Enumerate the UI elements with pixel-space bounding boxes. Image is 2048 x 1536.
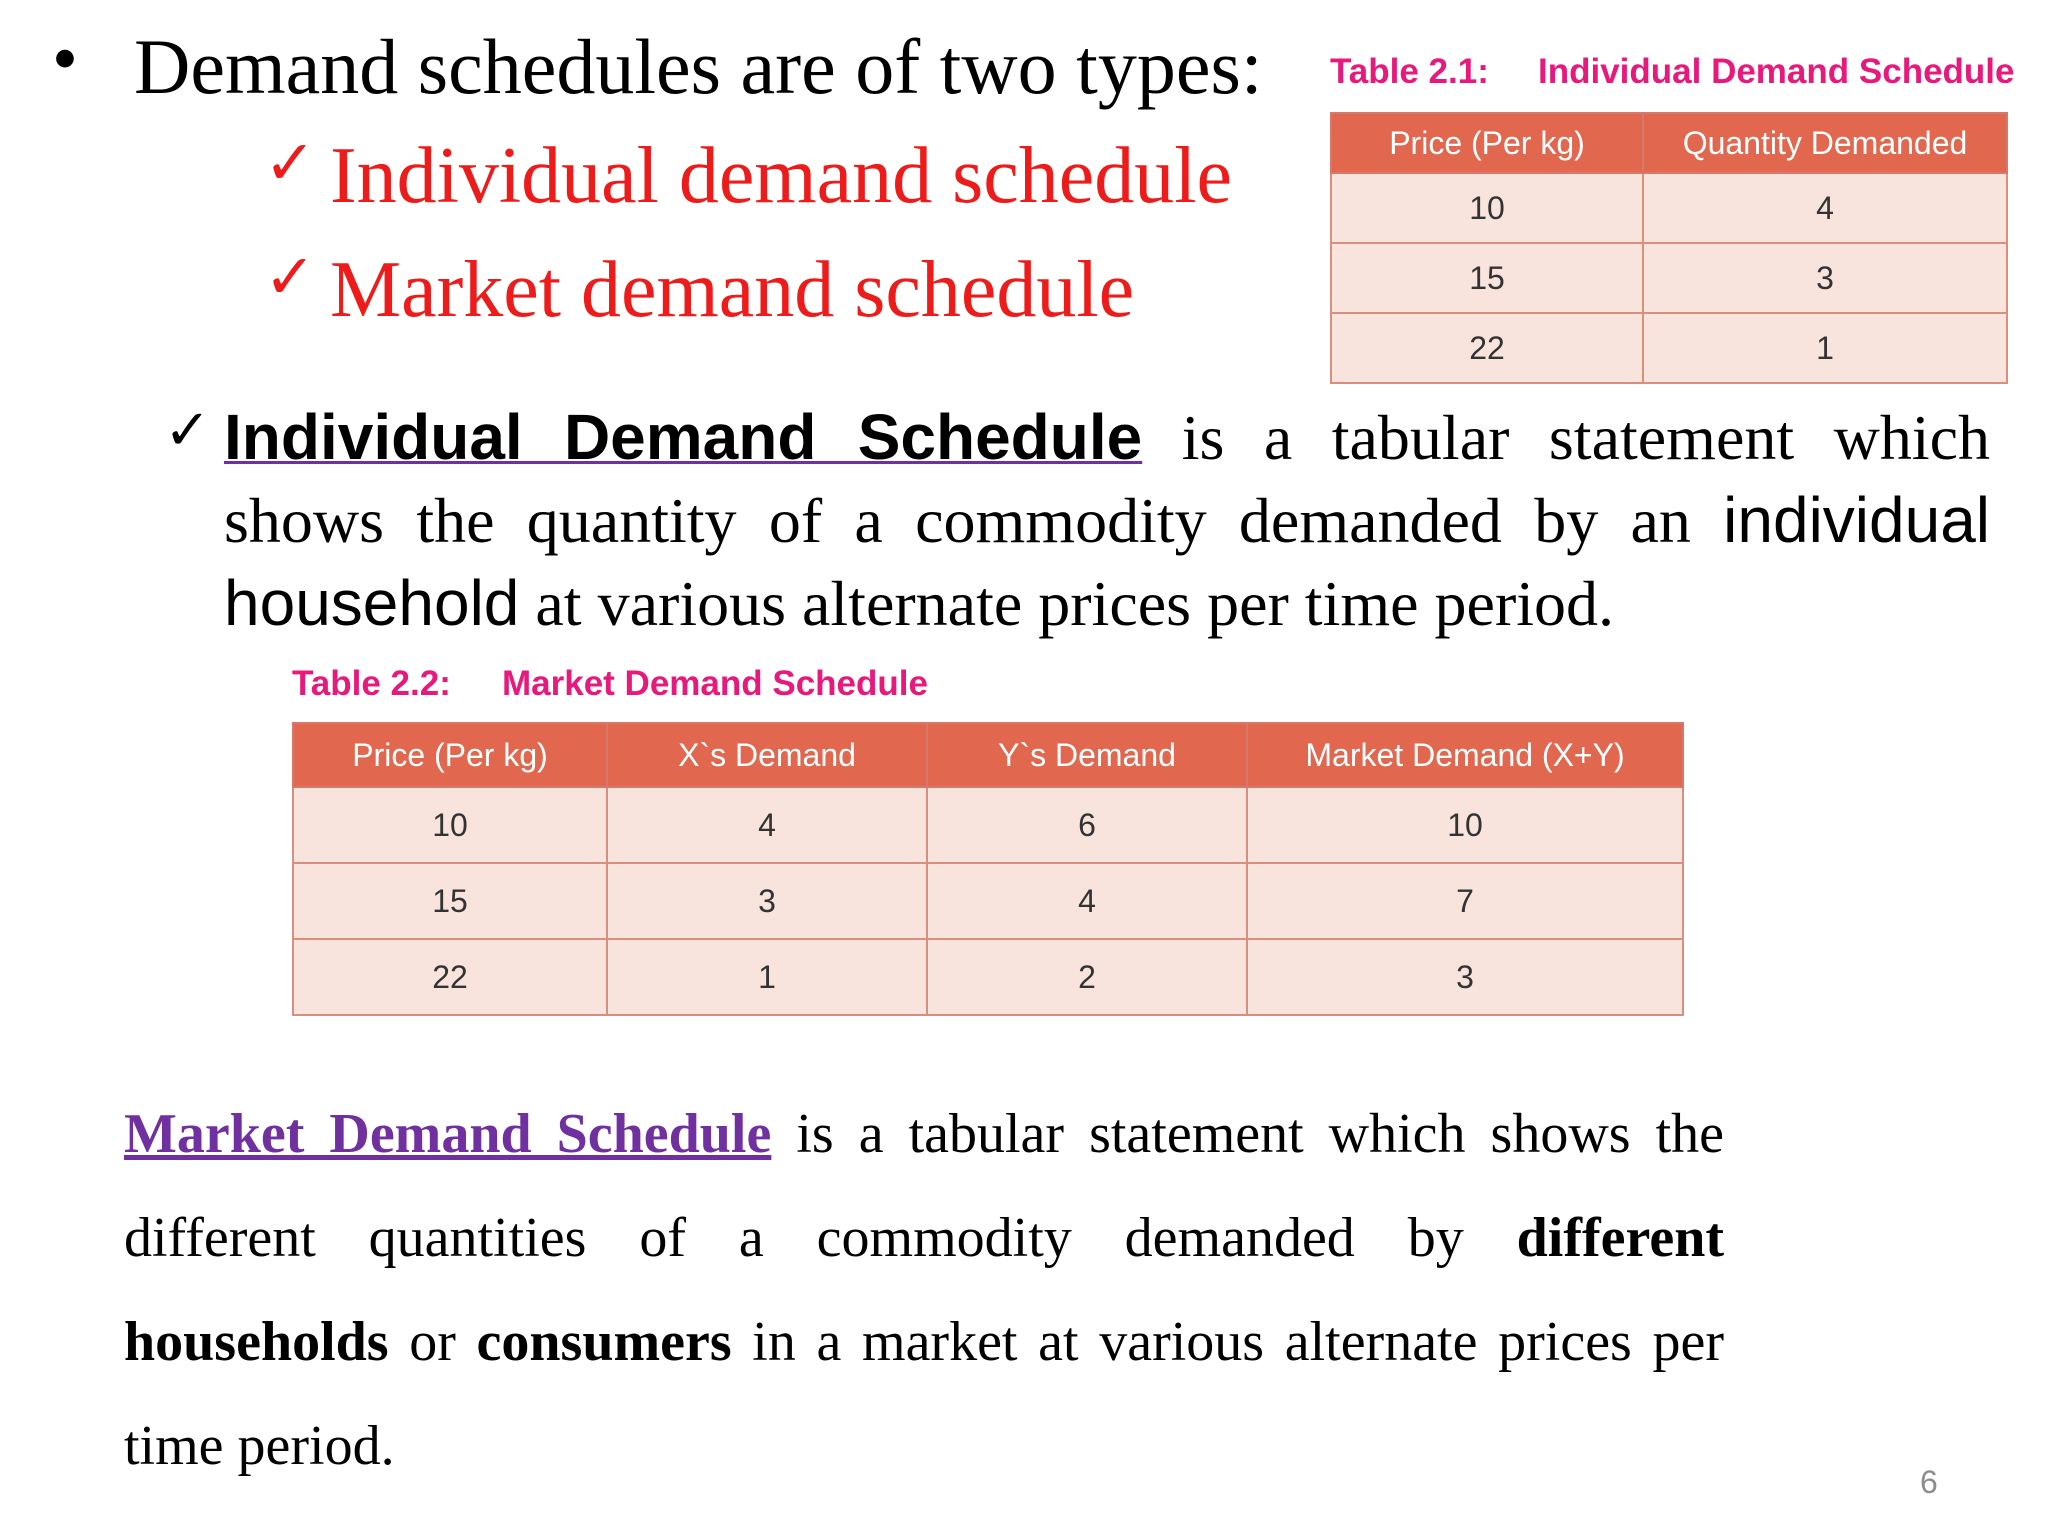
column-header: Quantity Demanded bbox=[1643, 113, 2007, 173]
definition-text: is a tabular statement which shows the quantity of a commodity demanded by an bbox=[224, 402, 1990, 556]
slide-heading: Demand schedules are of two types: bbox=[134, 23, 1263, 110]
column-header: Price (Per kg) bbox=[1331, 113, 1643, 173]
table-cell: 15 bbox=[293, 863, 607, 939]
definition-text: in a market at various alternate prices per time period. bbox=[124, 1311, 1724, 1477]
table-cell: 3 bbox=[607, 863, 927, 939]
type-item-market bbox=[264, 244, 1134, 334]
market-demand-table bbox=[292, 722, 1684, 1016]
table-row bbox=[1331, 243, 2007, 313]
table1-title: Individual Demand Schedule bbox=[1538, 52, 2015, 91]
table-cell: 22 bbox=[1331, 313, 1643, 383]
table-cell: 4 bbox=[927, 863, 1247, 939]
table-row bbox=[1331, 173, 2007, 243]
table-cell: 4 bbox=[1643, 173, 2007, 243]
table-cell: 3 bbox=[1247, 939, 1683, 1015]
type-label: Individual demand schedule bbox=[330, 132, 1232, 220]
column-header: Market Demand (X+Y) bbox=[1247, 723, 1683, 787]
type-label: Market demand schedule bbox=[330, 246, 1135, 334]
check-icon: ✓ bbox=[164, 400, 211, 462]
definition-text-sans: individual household bbox=[224, 484, 1990, 639]
heading-bullet: • bbox=[52, 18, 78, 100]
table-cell: 3 bbox=[1643, 243, 2007, 313]
table1-label: Table 2.1: bbox=[1330, 52, 1489, 91]
table-header-row bbox=[293, 723, 1683, 787]
table-row bbox=[293, 939, 1683, 1015]
table-cell: 22 bbox=[293, 939, 607, 1015]
definition-text: is a tabular statement which shows the different quantities of a commodity demanded by bbox=[124, 1103, 1724, 1269]
table-row bbox=[293, 787, 1683, 863]
table2-label: Table 2.2: bbox=[292, 664, 451, 703]
table-cell: 10 bbox=[1247, 787, 1683, 863]
table-cell: 1 bbox=[1643, 313, 2007, 383]
table-cell: 6 bbox=[927, 787, 1247, 863]
definition-text: or bbox=[388, 1311, 477, 1373]
individual-definition bbox=[164, 396, 1990, 645]
table1-caption bbox=[1330, 52, 2014, 92]
market-term: Market Demand Schedule bbox=[124, 1103, 772, 1165]
page-number: 6 bbox=[1920, 1464, 1938, 1500]
table-row bbox=[293, 863, 1683, 939]
individual-demand-table bbox=[1330, 112, 2008, 384]
definition-bold: different households bbox=[124, 1207, 1724, 1373]
individual-term: Individual Demand Schedule bbox=[224, 401, 1143, 473]
column-header: Y`s Demand bbox=[927, 723, 1247, 787]
column-header: X`s Demand bbox=[607, 723, 927, 787]
check-icon: ✓ bbox=[264, 244, 316, 312]
definition-bold: consumers bbox=[476, 1311, 732, 1373]
table-header-row bbox=[1331, 113, 2007, 173]
column-header: Price (Per kg) bbox=[293, 723, 607, 787]
table-cell: 1 bbox=[607, 939, 927, 1015]
table-row bbox=[1331, 313, 2007, 383]
table2-caption bbox=[292, 664, 928, 704]
type-item-individual bbox=[264, 130, 1232, 220]
table-cell: 4 bbox=[607, 787, 927, 863]
table-cell: 2 bbox=[927, 939, 1247, 1015]
table2-title: Market Demand Schedule bbox=[502, 664, 928, 703]
table-cell: 15 bbox=[1331, 243, 1643, 313]
table-cell: 7 bbox=[1247, 863, 1683, 939]
table-cell: 10 bbox=[293, 787, 607, 863]
definition-text: at various alternate prices per time period. bbox=[519, 568, 1615, 639]
market-definition bbox=[124, 1082, 1724, 1498]
check-icon: ✓ bbox=[264, 130, 316, 198]
table-cell: 10 bbox=[1331, 173, 1643, 243]
